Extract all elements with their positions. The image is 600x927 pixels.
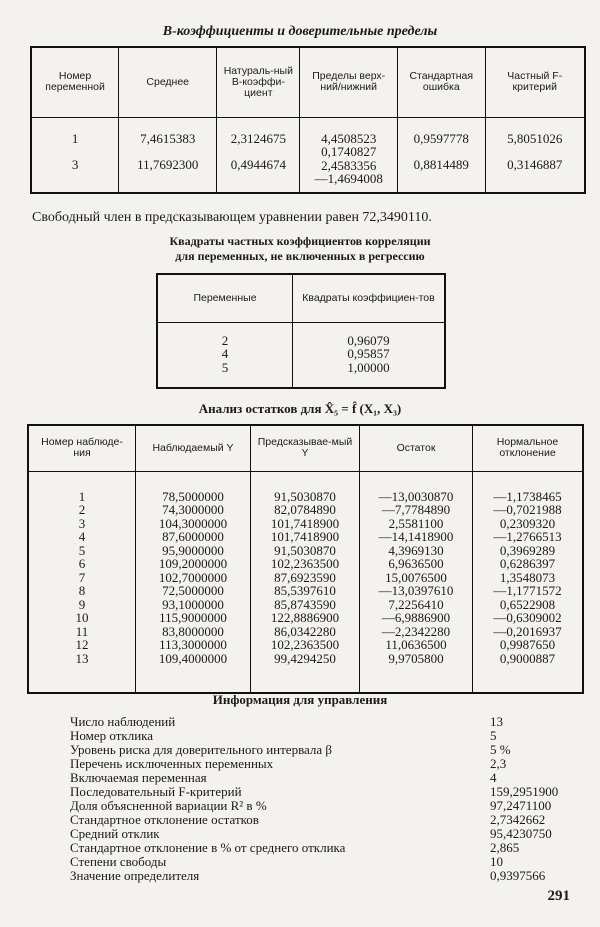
coef-3: 0,4944674 (230, 157, 286, 172)
info-row (70, 714, 570, 729)
predicted-col: 91,5030870 82,0784890 101,7418900 101,7418900 91,5030870 102,2363500 87,6923590 85,5397610 85,8743590 122,8886900 86,0342280 102,2363500 99,4294250 (251, 471, 360, 693)
row-num-1: 1 (71, 130, 79, 146)
info-row (70, 784, 570, 799)
residuals-title: Анализ остатков для X̂₅ = f̂ (X₁, X₃) (198, 401, 402, 416)
observed-col: 78,5000000 74,3000000 104,3000000 87,6000000 95,9000000 109,2000000 102,7000000 72,5000000 93,1000000 115,9000000 83,8000000 113,3000000 109,4000000 (136, 471, 251, 693)
header-predicted-y: Предсказывае-мый Y (251, 425, 360, 471)
header-normal-dev: Нормальное отклонение (473, 425, 584, 471)
info-label: Последовательный F-критерий (70, 784, 242, 799)
info-value: 2,7342662 (490, 812, 546, 827)
header-residual: Остаток (360, 425, 473, 471)
header-var-number: Номер переменной (31, 47, 119, 117)
limits-col (300, 117, 398, 193)
info-label: Степени свободы (70, 854, 167, 869)
partial-values: 0,96079 0,95857 1,00000 (293, 322, 446, 388)
partial-corr-table (156, 273, 446, 389)
header-std-error: Стандартная ошибка (398, 47, 486, 117)
se-3: 0,8814489 (413, 157, 469, 172)
info-row (70, 742, 570, 757)
info-row (70, 798, 570, 813)
se-col (398, 117, 486, 193)
info-label: Средний отклик (70, 826, 160, 841)
info-label: Число наблюдений (70, 714, 176, 729)
header-observed-y: Наблюдаемый Y (136, 425, 251, 471)
info-value: 5 (490, 728, 497, 743)
info-label: Включаемая переменная (70, 770, 207, 785)
header-obs-number: Номер наблюде-ния (28, 425, 136, 471)
page-number: 291 (547, 888, 570, 904)
info-value: 10 (490, 854, 503, 869)
mean-col (119, 117, 217, 193)
limits-1: 4,4508523 0,1740827 (321, 130, 377, 159)
coef-1: 2,3124675 (230, 130, 286, 146)
info-label: Доля объясненной вариации R² в % (70, 798, 267, 813)
se-1: 0,9597778 (413, 130, 469, 146)
header-natural-coef: Натураль-ный B-коэффи-циент (217, 47, 300, 117)
info-row (70, 812, 570, 827)
info-label: Номер отклика (70, 728, 154, 743)
header-partial-f: Частный F-критерий (485, 47, 585, 117)
normal-col: —1,1738465 —0,7021988 0,2309320 —1,2766513 0,3969289 0,6286397 1,3548073 —1,1771572 0,6522908 —0,6309002 —0,2016937 0,9987650 0,9000887 (473, 471, 584, 693)
b-coefficients-table (30, 46, 586, 194)
info-row (70, 854, 570, 869)
coef-col (217, 117, 300, 193)
info-row (70, 770, 570, 785)
f-col (485, 117, 585, 193)
var-number-col (31, 117, 119, 193)
info-value: 159,2951900 (490, 784, 559, 799)
info-value: 95,4230750 (490, 826, 552, 841)
b-coefficients-title: B-коэффициенты и доверительные пределы (162, 24, 438, 39)
header-limits: Пределы верх-ний/нижний (300, 47, 398, 117)
header-squared-coef: Квадраты коэффициен-тов (293, 274, 446, 322)
b-table-body (31, 117, 585, 193)
mean-3: 11,7692300 (137, 157, 199, 172)
info-value: 5 % (490, 742, 511, 757)
partial-corr-title: Квадраты частных коэффициентов корреляции для переменных, не включенных в регрессию (169, 234, 431, 263)
info-value: 13 (490, 714, 503, 729)
info-value: 2,3 (490, 756, 507, 771)
partial-vars: 2 4 5 (157, 322, 293, 388)
info-label: Перечень исключенных переменных (70, 756, 274, 771)
info-row (70, 728, 570, 743)
info-value: 97,2471100 (490, 798, 552, 813)
header-variables: Переменные (157, 274, 293, 322)
info-row (70, 868, 570, 883)
info-label: Стандартное отклонение в % от среднего отклика (70, 840, 346, 855)
limits-3: 2,4583356 —1,4694008 (314, 157, 383, 186)
info-label: Значение определителя (70, 868, 200, 883)
f-3: 0,3146887 (507, 157, 563, 172)
info-row (70, 840, 570, 855)
info-row (70, 826, 570, 841)
info-label: Уровень риска для доверительного интервала β (70, 742, 333, 757)
info-value: 4 (490, 770, 497, 785)
info-value: 2,865 (490, 840, 520, 855)
row-num-3: 3 (71, 157, 79, 172)
info-label: Стандартное отклонение остатков (70, 812, 259, 827)
info-title: Информация для управления (212, 692, 388, 707)
header-mean: Среднее (119, 47, 217, 117)
residual-col: —13,0030870 —7,7784890 2,5581100 —14,1418900 4,3969130 6,9636500 15,0076500 —13,0397610 7,2256410 —6,9886900 —2,2342280 11,0636500 9,9705800 (360, 471, 473, 693)
obs-number-col: 1 2 3 4 5 6 7 8 9 10 11 12 13 (28, 471, 136, 693)
info-row (70, 756, 570, 771)
free-term-text: Свободный член в предсказывающем уравнении равен 72,3490110. (32, 210, 432, 225)
info-value: 0,9397566 (490, 868, 546, 883)
residuals-table (27, 424, 584, 694)
mean-1: 7,4615383 (140, 130, 196, 146)
f-1: 5,8051026 (507, 130, 563, 146)
